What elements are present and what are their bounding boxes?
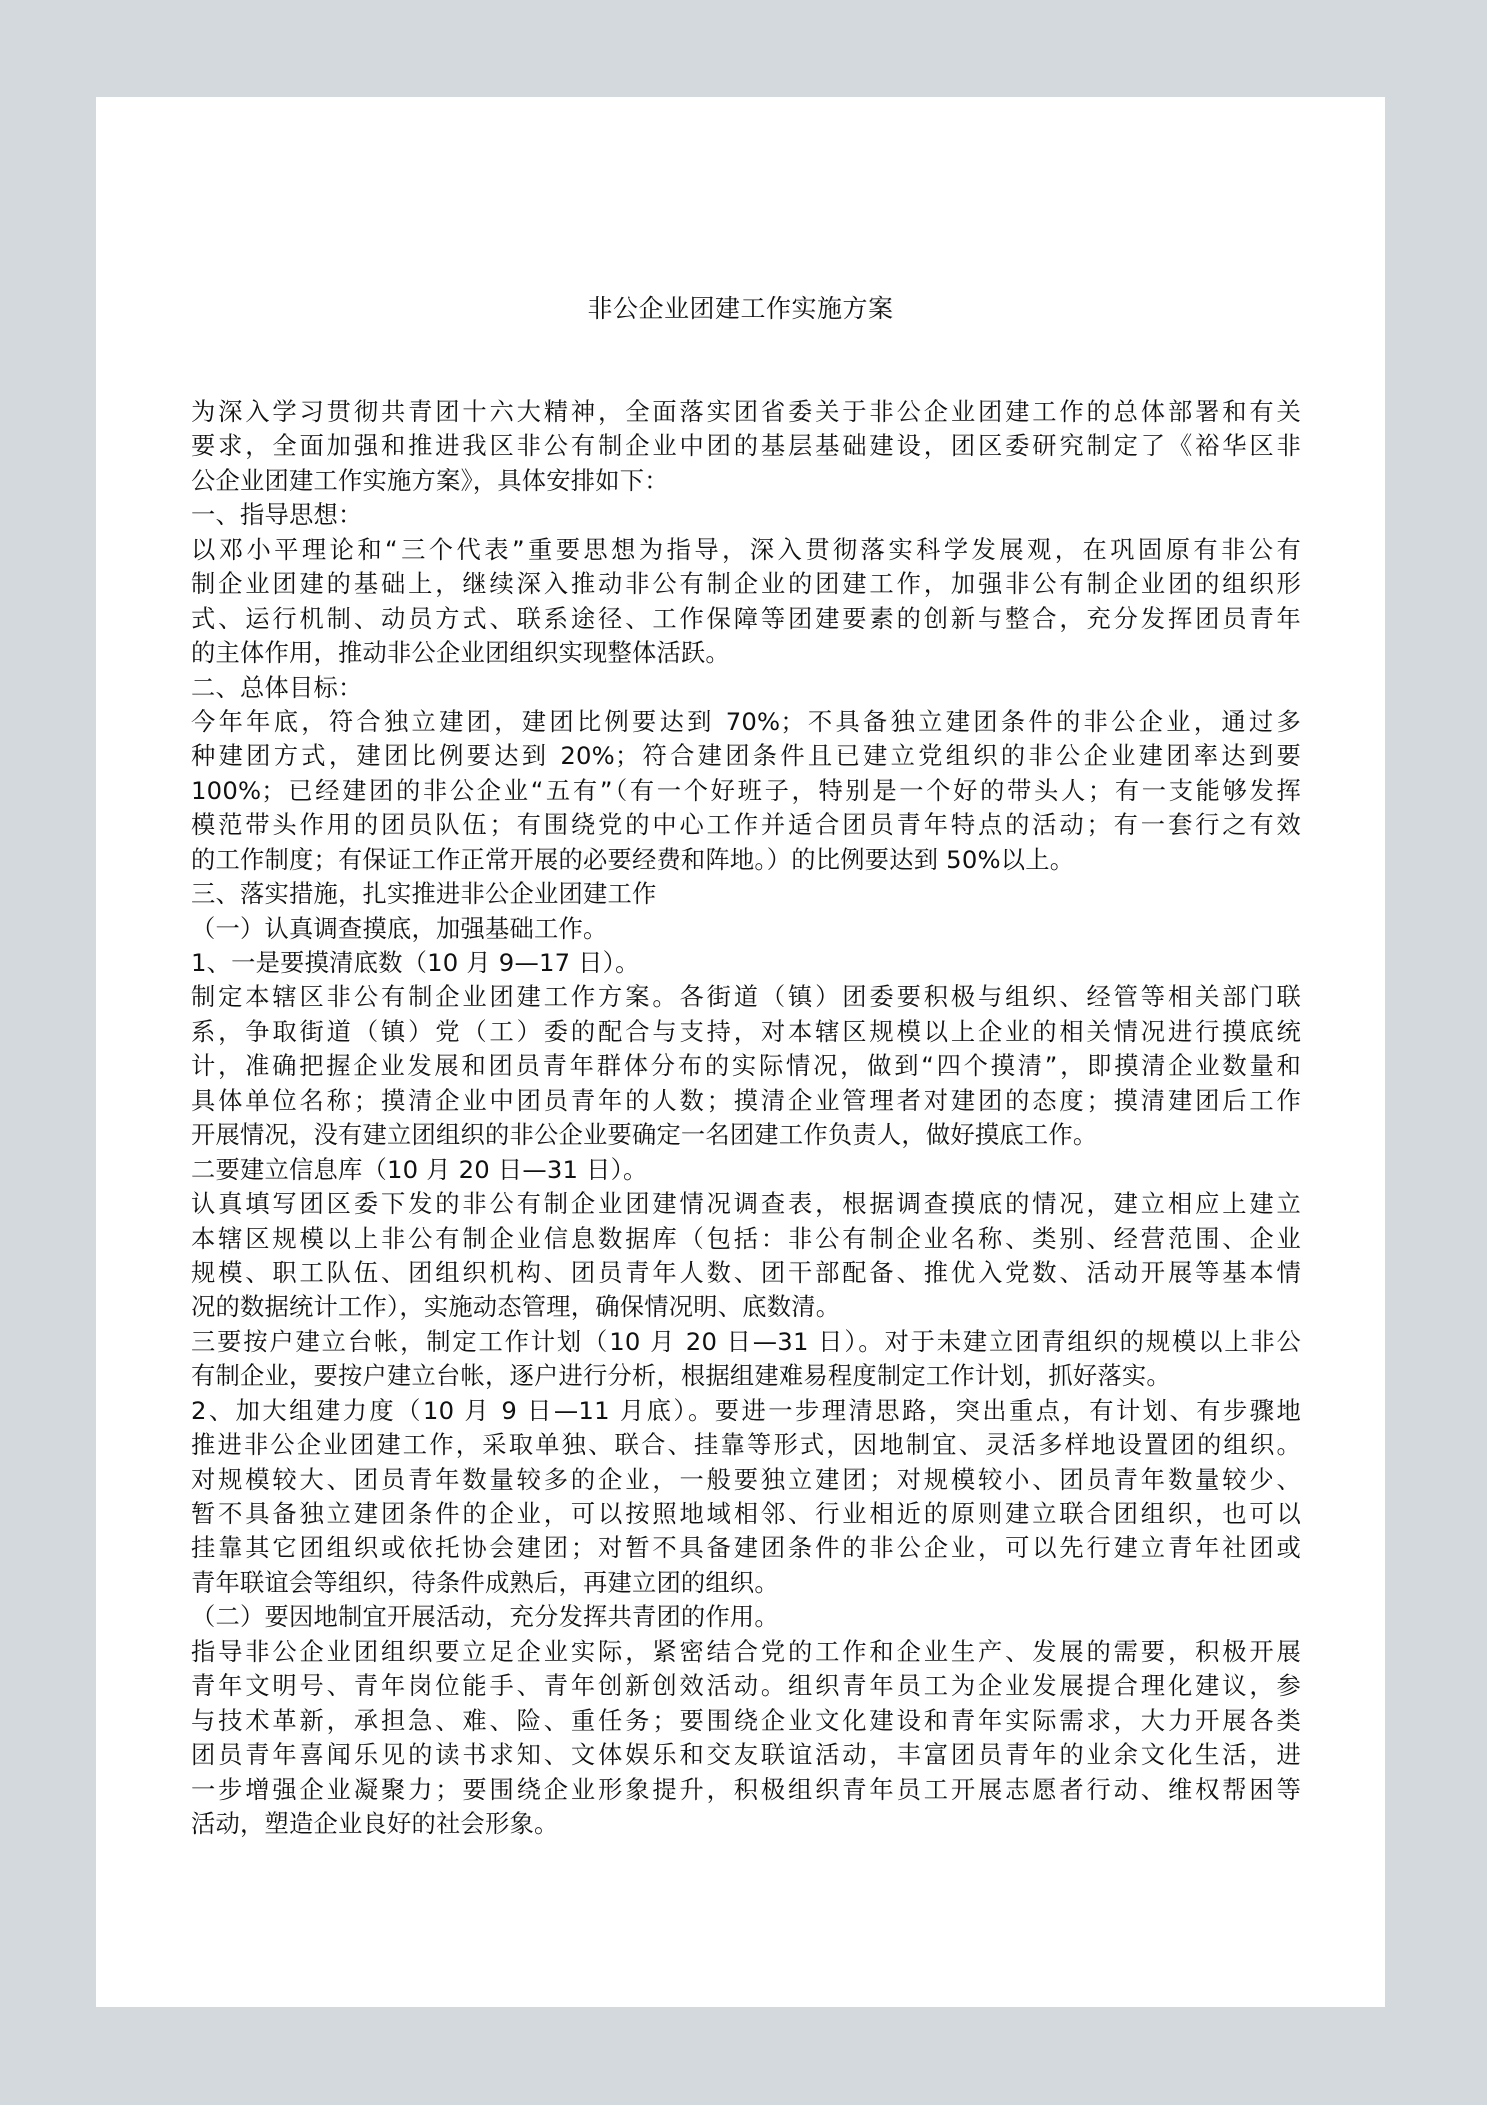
text-line: 挂靠其它团组织或依托协会建团；对暂不具备建团条件的非公企业，可以先行建立青年社团或 <box>191 1533 1301 1563</box>
text-line: 为深入学习贯彻共青团十六大精神，全面落实团省委关于非公企业团建工作的总体部署和有关 <box>191 397 1301 426</box>
document-title: 非公企业团建工作实施方案 <box>587 294 894 323</box>
text-line: 的主体作用，推动非公企业团组织实现整体活跃。 <box>191 638 730 668</box>
text-line: 暂不具备独立建团条件的企业，可以按照地域相邻、行业相近的原则建立联合团组织，也可以 <box>191 1499 1301 1528</box>
text-line: 活动，塑造企业良好的社会形象。 <box>191 1808 559 1838</box>
document-body <box>191 395 1301 1841</box>
text-line: 制企业团建的基础上，继续深入推动非公有制企业的团建工作，加强非公有制企业团的组织形 <box>191 569 1301 599</box>
text-line: 三要按户建立台帐，制定工作计划（10 月 20 日—31 日）。对于未建立团青组织的规模以上非公 <box>191 1326 1301 1356</box>
text-line: 2、加大组建力度（10 月 9 日—11 月底）。要进一步理清思路，突出重点，有计划、有步骤地 <box>191 1395 1301 1425</box>
text-line: 对规模较大、团员青年数量较多的企业，一般要独立建团；对规模较小、团员青年数量较少、 <box>191 1464 1301 1494</box>
text-line: 青年联谊会等组织，待条件成熟后，再建立团的组织。 <box>191 1567 779 1597</box>
text-line: 1、一是要摸清底数（10 月 9—17 日）。 <box>191 948 640 977</box>
text-line: 计，准确把握企业发展和团员青年群体分布的实际情况，做到“四个摸清”，即摸清企业数量和 <box>191 1051 1301 1081</box>
text-line: 二、总体目标： <box>191 672 363 702</box>
text-line: 指导非公企业团组织要立足企业实际，紧密结合党的工作和企业生产、发展的需要，积极开展 <box>191 1636 1301 1666</box>
text-line: 青年文明号、青年岗位能手、青年创新创效活动。组织青年员工为企业发展提合理化建议，参 <box>191 1671 1301 1701</box>
text-line: 况的数据统计工作），实施动态管理，确保情况明、底数清。 <box>191 1292 841 1322</box>
text-line: 以邓小平理论和“三个代表”重要思想为指导，深入贯彻落实科学发展观，在巩固原有非公有 <box>191 534 1301 564</box>
text-line: 一步增强企业凝聚力；要围绕企业形象提升，积极组织青年员工开展志愿者行动、维权帮困等 <box>191 1774 1301 1804</box>
text-line: 本辖区规模以上非公有制企业信息数据库（包括：非公有制企业名称、类别、经营范围、企业 <box>191 1223 1301 1253</box>
text-line: 三、落实措施，扎实推进非公企业团建工作 <box>191 879 657 909</box>
text-line: 一、指导思想： <box>191 500 363 530</box>
text-line: 要求，全面加强和推进我区非公有制企业中团的基层基础建设，团区委研究制定了《裕华区非 <box>191 431 1301 461</box>
text-line: 开展情况，没有建立团组织的非公企业要确定一名团建工作负责人，做好摸底工作。 <box>191 1120 1098 1150</box>
text-line: 今年年底，符合独立建团，建团比例要达到 70%；不具备独立建团条件的非公企业，通过多 <box>191 706 1301 736</box>
text-line: 有制企业，要按户建立台帐，逐户进行分析，根据组建难易程度制定工作计划，抓好落实。 <box>191 1361 1171 1391</box>
text-line: 式、运行机制、动员方式、联系途径、工作保障等团建要素的创新与整合，充分发挥团员青年 <box>191 603 1301 633</box>
text-line: 二要建立信息库（10 月 20 日—31 日）。 <box>191 1154 648 1184</box>
text-line: （一）认真调查摸底，加强基础工作。 <box>191 913 608 943</box>
text-line: 种建团方式，建团比例要达到 20%；符合建团条件且已建立党组织的非公企业建团率达到要 <box>191 741 1301 771</box>
text-line: 100%；已经建团的非公企业“五有”（有一个好班子，特别是一个好的带头人；有一支能够发挥 <box>191 775 1301 805</box>
text-line: 制定本辖区非公有制企业团建工作方案。各街道（镇）团委要积极与组织、经管等相关部门联 <box>191 982 1301 1012</box>
text-line: 规模、职工队伍、团组织机构、团员青年人数、团干部配备、推优入党数、活动开展等基本情 <box>191 1257 1301 1287</box>
text-line: 推进非公企业团建工作，采取单独、联合、挂靠等形式，因地制宜、灵活多样地设置团的组织。 <box>191 1430 1301 1460</box>
text-line: 系，争取街道（镇）党（工）委的配合与支持，对本辖区规模以上企业的相关情况进行摸底统 <box>191 1016 1301 1046</box>
text-line: 模范带头作用的团员队伍；有围绕党的中心工作并适合团员青年特点的活动；有一套行之有效 <box>191 810 1301 840</box>
text-line: 与技术革新，承担急、难、险、重任务；要围绕企业文化建设和青年实际需求，大力开展各类 <box>191 1705 1301 1735</box>
text-line: （二）要因地制宜开展活动，充分发挥共青团的作用。 <box>191 1602 779 1632</box>
text-line: 公企业团建工作实施方案》，具体安排如下： <box>191 465 669 495</box>
text-line: 团员青年喜闻乐见的读书求知、文体娱乐和交友联谊活动，丰富团员青年的业余文化生活，进 <box>191 1740 1301 1770</box>
document-page <box>96 97 1385 2007</box>
text-line: 认真填写团区委下发的非公有制企业团建情况调查表，根据调查摸底的情况，建立相应上建立 <box>191 1189 1301 1219</box>
text-line: 具体单位名称；摸清企业中团员青年的人数；摸清企业管理者对建团的态度；摸清建团后工作 <box>191 1085 1301 1115</box>
text-line: 的工作制度；有保证工作正常开展的必要经费和阵地。）的比例要达到 50%以上。 <box>191 844 1075 874</box>
